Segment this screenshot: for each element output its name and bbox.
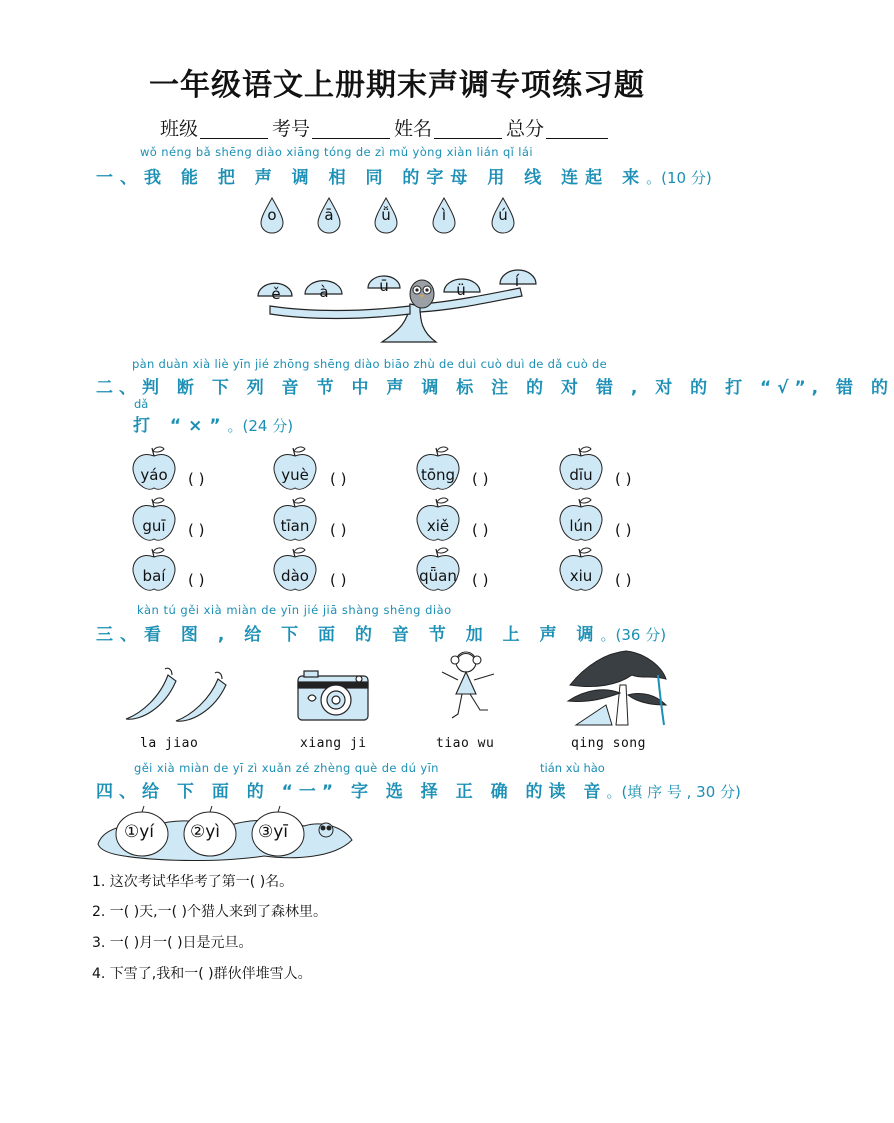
class-label: 班级 — [160, 118, 199, 140]
option-yi2: ①yí — [124, 822, 155, 842]
option-yi1: ③yī — [258, 822, 289, 842]
sentence-1: 1. 这次考试华华考了第一( )名。 — [92, 874, 294, 890]
sentence-3: 3. 一( )月一( )日是元旦。 — [92, 935, 253, 951]
picture-pinyin: xiang ji — [300, 736, 367, 751]
apple-syllable: xiě — [426, 517, 450, 535]
apple-syllable: lún — [569, 517, 593, 535]
q1-heading: 一、我 能 把 声 调 相 同 的字母 用 线 连起 来。(10 分) — [96, 168, 712, 188]
q4-heading: 四、给 下 面 的 “一” 字 选 择 正 确 的读 音。(填 序 号 , 30 分) — [96, 782, 741, 802]
apple-syllable: yáo — [140, 466, 168, 484]
sentence-4: 4. 下雪了,我和一( )群伙伴堆雪人。 — [92, 966, 312, 982]
q3-pinyin: kàn tú gěi xià miàn de yīn jié jiā shàng shēng diào — [137, 603, 452, 617]
q2-heading-2: 打 “×”。(24 分) — [133, 416, 294, 436]
apple-syllable: dīu — [569, 466, 593, 484]
pine-tree-icon — [566, 645, 670, 725]
drop-letter[interactable]: o — [267, 206, 277, 224]
name-label: 姓名 — [394, 118, 433, 140]
answer-paren[interactable]: ( ) — [188, 521, 205, 539]
number-label: 考号 — [272, 118, 311, 140]
q2-heading: 二、判 断 下 列 音 节 中 声 调 标 注 的 对 错 , 对 的 打 “√”, 错 的 — [96, 378, 894, 398]
answer-paren[interactable]: ( ) — [472, 470, 489, 488]
drop-letter[interactable]: ú — [498, 206, 508, 224]
answer-paren[interactable]: ( ) — [615, 521, 632, 539]
apple-syllable: dào — [281, 567, 309, 585]
answer-paren[interactable]: ( ) — [188, 470, 205, 488]
apple-syllable: yuè — [281, 466, 309, 484]
drop-letter[interactable]: ā — [324, 206, 334, 224]
score-label: 总分 — [506, 118, 545, 140]
page-title: 一年级语文上册期末声调专项练习题 — [149, 68, 645, 103]
answer-paren[interactable]: ( ) — [330, 470, 347, 488]
chili-pepper-icon — [120, 645, 230, 725]
answer-paren[interactable]: ( ) — [615, 470, 632, 488]
apple-syllable: qǖan — [419, 567, 457, 585]
tree-letter[interactable]: à — [319, 283, 329, 301]
tree-letter[interactable]: í — [514, 272, 520, 290]
picture-pinyin: tiao wu — [436, 736, 495, 751]
q4-pinyin-end: tián xù hào — [540, 761, 605, 775]
apple-syllable: tīan — [280, 517, 310, 535]
tree-letter[interactable]: ü — [456, 281, 466, 299]
q4-pinyin: gěi xià miàn de yī zì xuǎn zé zhèng què de dú yīn — [134, 761, 439, 775]
answer-paren[interactable]: ( ) — [472, 521, 489, 539]
picture-pinyin: la jiao — [140, 736, 199, 751]
sentence-2: 2. 一( )天,一( )个猎人来到了森林里。 — [92, 904, 328, 920]
apple-syllable: tōng — [420, 466, 456, 484]
drop-letter[interactable]: ǚ — [381, 206, 391, 224]
answer-paren[interactable]: ( ) — [188, 571, 205, 589]
tree-letter[interactable]: ū — [379, 277, 389, 295]
dancing-girl-icon — [436, 648, 500, 724]
answer-paren[interactable]: ( ) — [330, 571, 347, 589]
answer-paren[interactable]: ( ) — [330, 521, 347, 539]
q2-pinyin-2: dǎ — [134, 397, 149, 411]
option-yi4: ②yì — [190, 822, 221, 842]
answer-paren[interactable]: ( ) — [615, 571, 632, 589]
q3-heading: 三、看 图 , 给 下 面 的 音 节 加 上 声 调。(36 分) — [96, 625, 667, 645]
apple-syllable: xiu — [569, 567, 593, 585]
tree-letter[interactable]: ě — [271, 285, 281, 303]
answer-paren[interactable]: ( ) — [472, 571, 489, 589]
apple-syllable: guī — [142, 517, 166, 535]
q1-pinyin: wǒ néng bǎ shēng diào xiāng tóng de zì mǔ yòng xiàn lián qǐ lái — [140, 145, 533, 159]
q2-pinyin: pàn duàn xià liè yīn jié zhōng shēng diào biāo zhù de duì cuò duì de dǎ cuò de — [132, 357, 608, 371]
picture-pinyin: qing song — [571, 736, 646, 751]
drop-letter[interactable]: ì — [441, 206, 447, 224]
camera-icon — [296, 668, 370, 722]
apple-syllable: baí — [142, 567, 166, 585]
